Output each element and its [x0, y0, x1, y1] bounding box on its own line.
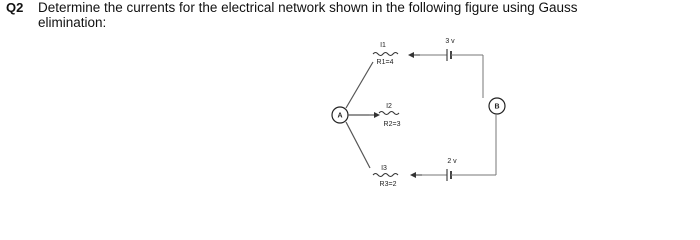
battery-2v-label: 2 v [447, 158, 457, 165]
resistor-r2 [379, 112, 399, 115]
current-i1-label: I1 [380, 42, 386, 49]
current-i3-label: I3 [381, 165, 387, 172]
top-left-wire [346, 62, 373, 108]
question-number: Q2 [6, 0, 24, 15]
node-a-label: A [337, 112, 343, 120]
current-i2-label: I2 [386, 103, 392, 110]
resistor-r1 [373, 53, 398, 56]
node-b-label: B [494, 103, 500, 111]
resistor-r3 [373, 174, 398, 177]
resistor-r2-label: R2=3 [383, 121, 401, 128]
question-text: Determine the currents for the electrical network shown in the following figure using Gauss elimination: [38, 0, 578, 30]
resistor-r1-label: R1=4 [376, 59, 394, 66]
bottom-left-wire [346, 122, 370, 168]
battery-3v-label: 3 v [445, 38, 455, 45]
resistor-r3-label: R3=2 [379, 181, 397, 188]
